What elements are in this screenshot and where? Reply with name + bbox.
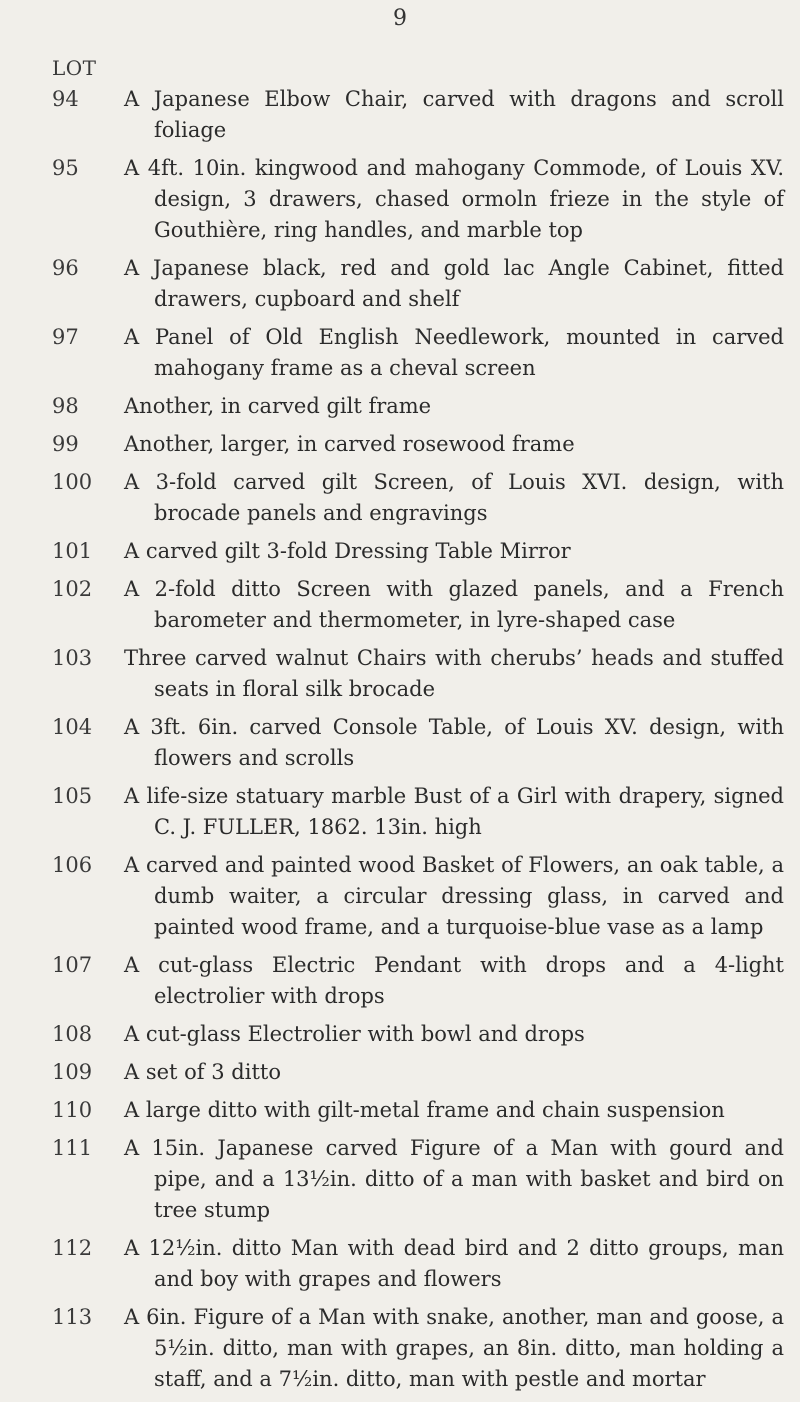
lot-description: Another, in carved gilt frame [124,394,432,418]
lot-entry [0,1302,800,1395]
lot-number: 103 [52,646,93,670]
lot-number: 99 [52,432,79,456]
lot-description: A large ditto with gilt-metal frame and chain suspension [124,1098,725,1122]
lot-number: 102 [52,577,93,601]
lot-description: A 3-fold carved gilt Screen, of Louis XVI. design, with brocade panels and engravings [124,470,784,525]
lot-entry [0,781,800,843]
lot-entry [0,850,800,943]
lot-number: 109 [52,1060,93,1084]
lot-description: A Japanese Elbow Chair, carved with dragons and scroll foliage [124,87,784,142]
lot-number: 96 [52,256,79,280]
lot-list [0,84,800,1402]
lot-number: 110 [52,1098,93,1122]
lot-entry [0,322,800,384]
lot-description: A cut-glass Electrolier with bowl and drops [124,1022,585,1046]
lot-entry [0,429,800,460]
lot-number: 107 [52,953,93,977]
lot-description: A 6in. Figure of a Man with snake, another, man and goose, a 5½in. ditto, man with grapes, an 8in. ditto, man holding a staff, and a 7½in. ditto, man with pestle and mortar [124,1305,784,1391]
lot-description: A 15in. Japanese carved Figure of a Man with gourd and pipe, and a 13½in. ditto of a man with basket and bird on tree stump [124,1136,784,1222]
lot-number: 97 [52,325,79,349]
lot-entry [0,84,800,146]
lot-entry [0,712,800,774]
lot-description: A 2-fold ditto Screen with glazed panels, and a French barometer and thermometer, in lyre-shaped case [124,577,784,632]
lot-number: 101 [52,539,93,563]
lot-entry [0,950,800,1012]
lot-number: 100 [52,470,93,494]
lot-entry [0,1095,800,1126]
lot-entry [0,253,800,315]
lot-number: 113 [52,1305,93,1329]
lot-description: A set of 3 ditto [124,1060,281,1084]
lot-number: 94 [52,87,79,111]
lot-description: A 3ft. 6in. carved Console Table, of Louis XV. design, with flowers and scrolls [124,715,784,770]
lot-entry [0,574,800,636]
lot-description: Another, larger, in carved rosewood frame [124,432,575,456]
lot-description: A 12½in. ditto Man with dead bird and 2 ditto groups, man and boy with grapes and flowers [124,1236,784,1291]
lot-number: 106 [52,853,93,877]
lot-entry [0,153,800,246]
lot-entry [0,467,800,529]
lot-description: A cut-glass Electric Pendant with drops and a 4-light electrolier with drops [124,953,784,1008]
lot-number: 112 [52,1236,93,1260]
lot-description: A Japanese black, red and gold lac Angle Cabinet, fitted drawers, cupboard and shelf [124,256,784,311]
lot-entry [0,391,800,422]
lot-entry [0,1019,800,1050]
lot-entry [0,643,800,705]
lot-number: 104 [52,715,93,739]
lot-number: 98 [52,394,79,418]
lot-number: 111 [52,1136,93,1160]
lot-entry [0,536,800,567]
lot-column-header: LOT [52,56,97,80]
lot-description: A life-size statuary marble Bust of a Girl with drapery, signed C. J. FULLER, 1862. 13in. high [124,784,784,839]
lot-description: A Panel of Old English Needlework, mounted in carved mahogany frame as a cheval screen [124,325,784,380]
lot-entry [0,1133,800,1226]
lot-description: Three carved walnut Chairs with cherubs’ heads and stuffed seats in floral silk brocade [124,646,784,701]
lot-entry [0,1233,800,1295]
lot-description: A carved gilt 3-fold Dressing Table Mirror [124,539,571,563]
page-number: 9 [393,6,407,31]
lot-number: 105 [52,784,93,808]
lot-number: 95 [52,156,79,180]
lot-entry [0,1057,800,1088]
lot-description: A carved and painted wood Basket of Flowers, an oak table, a dumb waiter, a circular dressing glass, in carved and painted wood frame, and a turquoise-blue vase as a lamp [124,853,784,939]
lot-number: 108 [52,1022,93,1046]
lot-description: A 4ft. 10in. kingwood and mahogany Commode, of Louis XV. design, 3 drawers, chased ormoln frieze in the style of Gouthière, ring handles, and marble top [124,156,784,242]
